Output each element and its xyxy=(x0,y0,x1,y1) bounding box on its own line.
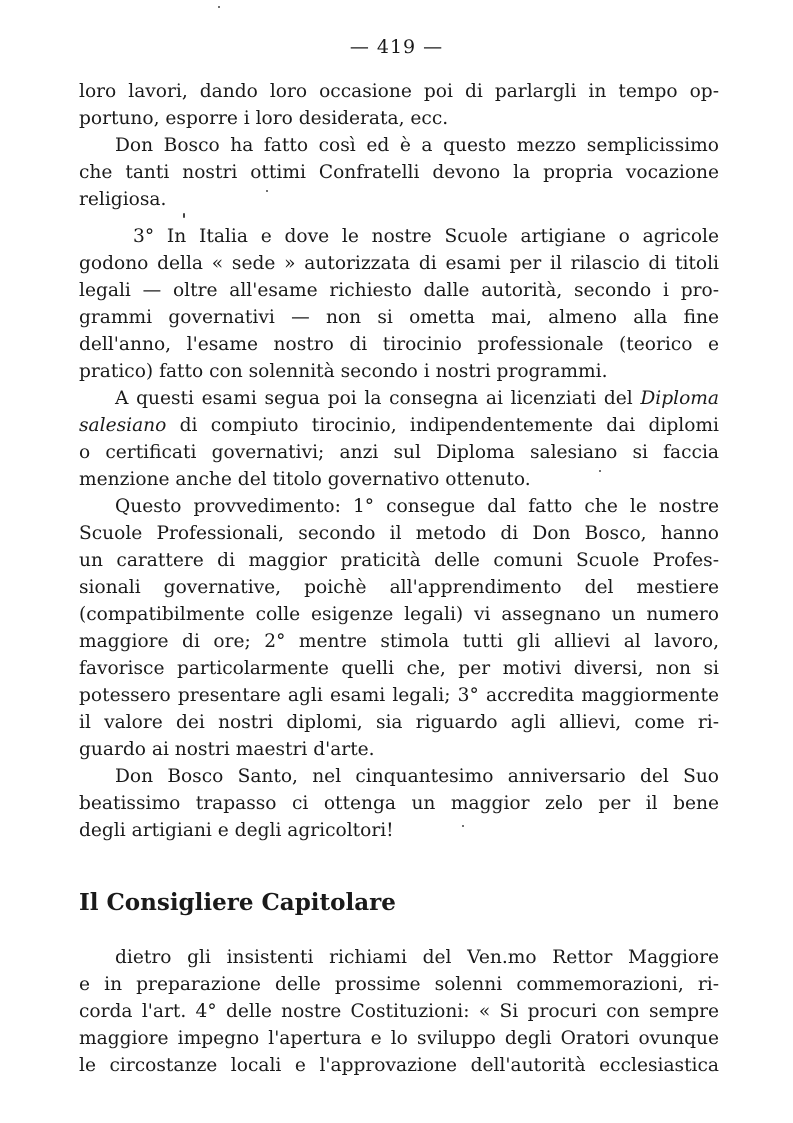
text-line: e in preparazione delle prossime solenni commemorazioni, ri- xyxy=(79,974,719,995)
text-line: religiosa. xyxy=(79,189,167,210)
print-speck xyxy=(218,6,220,8)
print-speck xyxy=(266,190,268,192)
text-span: A questi esami segua poi la consegna ai licenziati del xyxy=(115,388,633,409)
text-line: che tanti nostri ottimi Confratelli devono la propria vocazione xyxy=(79,162,719,183)
text-line: favorisce particolarmente quelli che, per motivi diversi, non si xyxy=(79,658,719,679)
text-line-mixed xyxy=(79,412,719,439)
text-line: Don Bosco Santo, nel cinquantesimo anniversario del Suo xyxy=(115,766,719,787)
text-line: Questo provvedimento: 1° consegue dal fatto che le nostre xyxy=(115,496,719,517)
text-line: 3° In Italia e dove le nostre Scuole artigiane o agricole xyxy=(133,226,719,247)
text-line: grammi governativi — non si ometta mai, almeno alla fine xyxy=(79,307,719,328)
text-line: maggiore di ore; 2° mentre stimola tutti gli allievi al lavoro, xyxy=(79,631,719,652)
print-speck xyxy=(462,825,464,827)
text-line: dietro gli insistenti richiami del Ven.mo Rettor Maggiore xyxy=(115,947,719,968)
text-line: maggiore impegno l'apertura e lo sviluppo degli Oratori ovunque xyxy=(79,1028,719,1049)
text-line: guardo ai nostri maestri d'arte. xyxy=(79,739,375,760)
text-line-mixed xyxy=(79,385,719,412)
text-line: portuno, esporre i loro desiderata, ecc. xyxy=(79,108,449,129)
text-line: potessero presentare agli esami legali; 3° accredita maggiormente xyxy=(79,685,719,706)
page-body xyxy=(79,78,719,1079)
text-line: Don Bosco ha fatto così ed è a questo mezzo semplicissimo xyxy=(115,135,719,156)
text-line: (compatibilmente colle esigenze legali) vi assegnano un numero xyxy=(79,604,719,625)
text-line: o certificati governativi; anzi sul Diploma salesiano si faccia xyxy=(79,442,719,463)
italic-term: salesiano xyxy=(79,415,167,436)
italic-term: Diploma xyxy=(640,388,719,409)
text-line: godono della « sede » autorizzata di esami per il rilascio di titoli xyxy=(79,253,719,274)
text-line: sionali governative, poichè all'apprendimento del mestiere xyxy=(79,577,719,598)
text-line: menzione anche del titolo governativo ottenuto. xyxy=(79,469,531,490)
text-line: loro lavori, dando loro occasione poi di parlargli in tempo op- xyxy=(79,81,719,102)
text-line: pratico) fatto con solennità secondo i nostri programmi. xyxy=(79,361,608,382)
section-heading: Il Consigliere Capitolare xyxy=(79,889,396,916)
text-span: di compiuto tirocinio, indipendentemente dai diplomi xyxy=(179,415,719,436)
text-line: legali — oltre all'esame richiesto dalle autorità, secondo i pro- xyxy=(79,280,719,301)
text-line: il valore dei nostri diplomi, sia riguardo agli allievi, come ri- xyxy=(79,712,719,733)
page-number: — 419 — xyxy=(349,36,444,58)
print-speck xyxy=(599,470,601,472)
text-line: beatissimo trapasso ci ottenga un maggior zelo per il bene xyxy=(79,793,719,814)
text-line: dell'anno, l'esame nostro di tirocinio professionale (teorico e xyxy=(79,334,719,355)
text-line: corda l'art. 4° delle nostre Costituzioni: « Si procuri con sempre xyxy=(79,1001,719,1022)
text-line: Scuole Professionali, secondo il metodo di Don Bosco, hanno xyxy=(79,523,719,544)
text-line: le circostanze locali e l'approvazione dell'autorità ecclesiastica xyxy=(79,1055,719,1076)
text-line: un carattere di maggior praticità delle comuni Scuole Profes- xyxy=(79,550,719,571)
text-line: degli artigiani e degli agricoltori! xyxy=(79,820,394,841)
print-speck xyxy=(183,213,185,218)
